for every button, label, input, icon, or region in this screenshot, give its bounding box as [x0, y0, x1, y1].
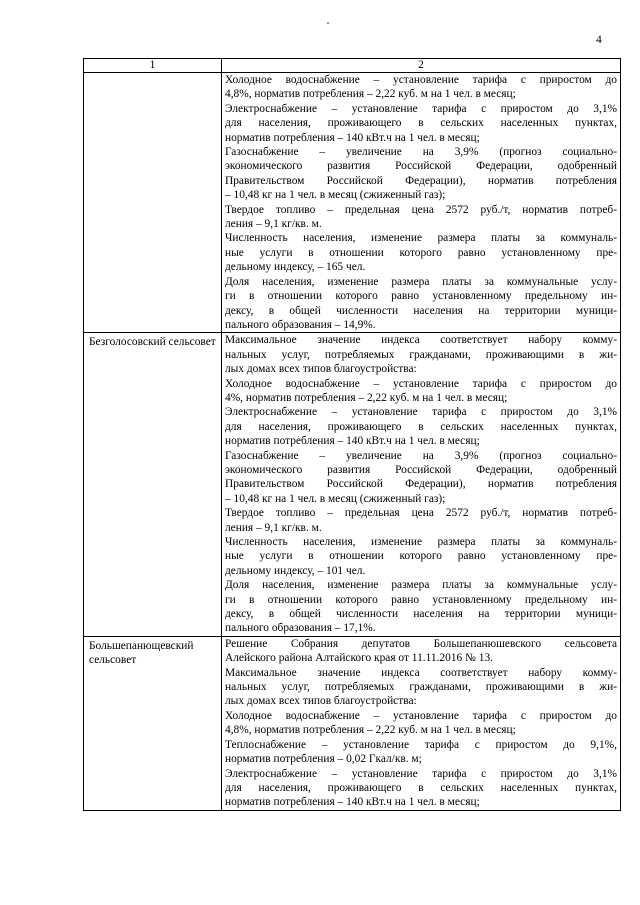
text-line: для населения, проживающего в сельских населенных пунктах,: [225, 781, 617, 794]
description-paragraph: [225, 73, 617, 102]
table-row: [84, 636, 621, 810]
text-line: нальных услуг, потребляемых гражданами, проживающими в жи-: [225, 681, 617, 694]
description-paragraph: [225, 203, 617, 232]
description-paragraph: [225, 738, 617, 767]
text-line: норматив потребления – 0,02 Гкал/кв. м;: [225, 753, 422, 766]
text-line: ления – 9,1 кг/кв. м.: [225, 521, 322, 534]
text-line: Доля населения, изменение размера платы за коммунальные услу-: [225, 579, 617, 592]
text-line: Теплоснабжение – установление тарифа с приростом до 9,1%,: [225, 738, 617, 751]
text-line: Правительством Российской Федерации), норматив потребления: [225, 478, 617, 491]
description-paragraph: [225, 535, 617, 578]
municipality-cell: [84, 333, 222, 637]
text-line: норматив потребления – 140 кВт.ч на 1 чел. в месяц;: [225, 435, 480, 448]
text-line: Холодное водоснабжение – установление тарифа с приростом до: [225, 377, 617, 390]
description-paragraph: [225, 231, 617, 274]
text-line: для населения, проживающего в сельских населенных пунктах,: [225, 420, 617, 433]
municipality-cell: [84, 73, 222, 333]
text-line: Максимальное значение индекса соответствует набору комму-: [225, 334, 617, 347]
text-line: Электроснабжение – установление тарифа с приростом до 3,1%: [225, 102, 617, 115]
text-line: экономического развития Российской Федерации, одобренный: [225, 463, 617, 476]
text-line: – 10,48 кг на 1 чел. в месяц (сжиженный газ);: [225, 492, 446, 505]
text-line: дельному индексу, – 165 чел.: [225, 261, 366, 274]
text-line: 4,8%, норматив потребления – 2,22 куб. м на 1 чел. в месяц;: [225, 88, 516, 101]
description-paragraph: [225, 333, 617, 376]
text-line: Численность населения, изменение размера платы за коммуналь-: [225, 536, 617, 548]
text-line: норматив потребления – 140 кВт.ч на 1 чел. в месяц;: [225, 796, 480, 809]
text-line: нальных услуг, потребляемых гражданами, проживающими в жи-: [225, 348, 617, 361]
text-line: дексу, в общей численности населения на территории муници-: [225, 304, 617, 317]
description-paragraph: [225, 377, 617, 406]
municipality-name: Большепанющевский сельсовет: [89, 639, 194, 667]
text-line: Правительством Российской Федерации), норматив потребления: [225, 174, 617, 187]
tariff-table: [83, 58, 621, 811]
description-paragraph: [225, 275, 617, 333]
text-line: пального образования – 14,9%.: [225, 318, 376, 331]
text-line: ления – 9,1 кг/кв. м.: [225, 218, 322, 231]
description-paragraph: [225, 102, 617, 145]
table-row: [84, 333, 621, 637]
text-line: Максимальное значение индекса соответствует набору комму-: [225, 666, 617, 679]
description-paragraph: [225, 578, 617, 636]
text-line: экономического развития Российской Федерации, одобренный: [225, 160, 617, 173]
text-line: дексу, в общей численности населения на территории муници-: [225, 608, 617, 621]
description-paragraph: [225, 145, 617, 203]
column-header-2: 2: [222, 59, 621, 73]
description-paragraph: [225, 405, 617, 448]
text-line: Холодное водоснабжение – установление тарифа с приростом до: [225, 709, 617, 722]
description-paragraph: [225, 506, 617, 535]
text-line: Решение Собрания депутатов Большепанюшевского сельсовета: [225, 637, 617, 650]
description-paragraph: [225, 709, 617, 738]
text-line: для населения, проживающего в сельских населенных пунктах,: [225, 117, 617, 130]
description-paragraph: [225, 637, 617, 666]
description-cell: [222, 73, 621, 333]
text-line: 4,8%, норматив потребления – 2,22 куб. м на 1 чел. в месяц;: [225, 724, 516, 737]
table-header-row: [84, 59, 621, 73]
table-row: [84, 73, 621, 333]
description-paragraph: [225, 666, 617, 709]
text-line: Газоснабжение – увеличение на 3,9% (прогноз социально-: [225, 449, 617, 462]
description-cell: [222, 636, 621, 810]
text-line: дельному индексу, – 101 чел.: [225, 564, 366, 577]
text-line: Газоснабжение – увеличение на 3,9% (прогноз социально-: [225, 146, 617, 159]
description-paragraph: [225, 449, 617, 507]
description-cell: [222, 333, 621, 637]
page-number: 4: [596, 34, 602, 46]
text-line: Твердое топливо – предельная цена 2572 руб./т, норматив потреб-: [225, 203, 617, 216]
column-header-1: 1: [84, 59, 222, 73]
text-line: – 10,48 кг на 1 чел. в месяц (сжиженный газ);: [225, 189, 446, 202]
municipality-name: [84, 73, 221, 75]
text-line: Электроснабжение – установление тарифа с приростом до 3,1%: [225, 767, 617, 780]
text-line: лых домах всех типов благоустройства:: [225, 695, 417, 708]
text-line: норматив потребления – 140 кВт.ч на 1 чел. в месяц;: [225, 131, 480, 144]
text-line: ги в отношении которого равно установленному предельному ин-: [225, 593, 617, 606]
text-line: Холодное водоснабжение – установление тарифа с приростом до: [225, 74, 617, 86]
text-line: ные услуги в отношении которого равно установленному пре-: [225, 246, 617, 259]
text-line: 4%, норматив потребления – 2,22 куб. м на 1 чел. в месяц;: [225, 391, 508, 404]
description-paragraph: [225, 767, 617, 810]
municipality-cell: [84, 636, 222, 810]
text-line: Доля населения, изменение размера платы за коммунальные услу-: [225, 275, 617, 288]
text-line: ные услуги в отношении которого равно установленному пре-: [225, 550, 617, 563]
scan-speck: [327, 22, 329, 24]
text-line: Алейского района Алтайского края от 11.11.2016 № 13.: [225, 652, 494, 665]
text-line: лых домах всех типов благоустройства:: [225, 363, 417, 376]
text-line: Твердое топливо – предельная цена 2572 руб./т, норматив потреб-: [225, 507, 617, 520]
text-line: пального образования – 17,1%.: [225, 622, 376, 635]
text-line: Электроснабжение – установление тарифа с приростом до 3,1%: [225, 406, 617, 419]
text-line: ги в отношении которого равно установленному предельному ин-: [225, 290, 617, 303]
text-line: Численность населения, изменение размера платы за коммуналь-: [225, 232, 617, 245]
municipality-name: Безголосовский сельсовет: [89, 336, 216, 349]
